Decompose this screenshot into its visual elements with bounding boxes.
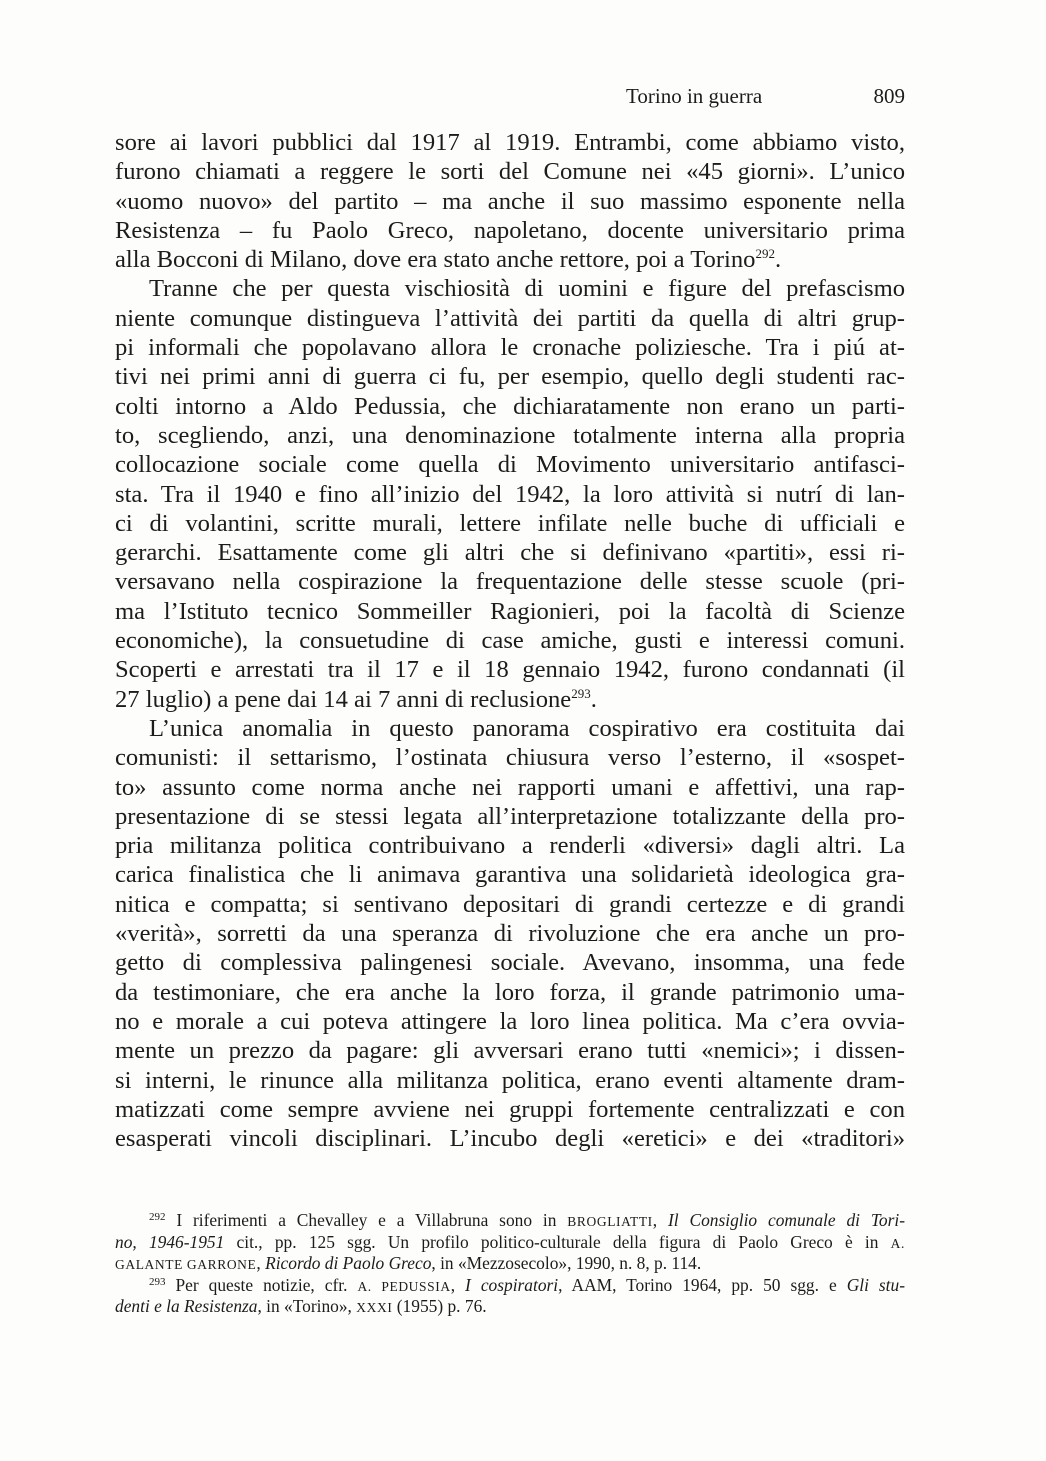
text-line: matizzati come sempre avviene nei gruppi fortemente centralizzati e con [115, 1095, 905, 1123]
text-line: comunisti: il settarismo, l’ostinata chiusura verso l’esterno, il «sospet- [115, 744, 905, 772]
footnotes [115, 1210, 905, 1318]
text-line: pi informali che popolavano allora le cronache poliziesche. Tra i piú at- [115, 334, 905, 362]
footnote-text: , [450, 1274, 466, 1295]
running-title: Torino in guerra [626, 84, 763, 108]
text-line: «verità», sorretti da una speranza di rivoluzione che era anche un pro- [115, 920, 905, 948]
book-title: Il Consiglio comunale di Tori- [668, 1210, 905, 1230]
text-line: presentazione di se stessi legata all’interpretazione totalizzante della pro- [115, 802, 905, 830]
sentence-end: . [590, 685, 597, 713]
text-line: to, scegliendo, anzi, una denominazione totalmente interna alla propria [115, 421, 905, 449]
text-line: Scoperti e arrestati tra il 17 e il 18 gennaio 1942, furono condannati (il [115, 656, 905, 684]
footnote-text: , [256, 1253, 266, 1274]
book-title: no, 1946-1951 [115, 1231, 225, 1252]
book-title: Gli stu- [846, 1274, 905, 1295]
footnote-text: , AAM, Torino 1964, pp. 50 sgg. e [558, 1274, 847, 1295]
text-line: ma l’Istituto tecnico Sommeiller Ragionieri, poi la facoltà di Scienze [115, 597, 905, 625]
text-line: «uomo nuovo» del partito – ma anche il suo massimo esponente nella [115, 187, 905, 215]
text-line: si interni, le rinunce alla militanza politica, erano eventi altamente dram- [115, 1066, 905, 1094]
footnote-text: cit., pp. 125 sgg. Un profilo politico-culturale della figura di Paolo Greco è in [224, 1231, 891, 1252]
text-line: no e morale a cui poteva attingere la loro linea politica. Ma c’era ovvia- [115, 1007, 905, 1035]
text-line: ci di volantini, scritte murali, lettere infilate nelle buche di ufficiali e [115, 509, 905, 537]
footnote-293-line [115, 1275, 905, 1297]
text-line [115, 245, 905, 274]
footnote-text: , in «Torino», [257, 1296, 357, 1317]
sentence-end: . [774, 246, 782, 274]
footnote-292-line [115, 1232, 905, 1254]
text-line: Tranne che per questa vischiosità di uomini e figure del prefascismo [149, 275, 905, 303]
text-line: to» assunto come norma anche nei rapporti umani e affettivi, una rap- [115, 773, 905, 801]
text-line-content: 27 luglio) a pene dai 14 ai 7 anni di reclusione [115, 685, 572, 713]
text-line: Resistenza – fu Paolo Greco, napoletano, docente universitario prima [115, 216, 905, 244]
text-line: collocazione sociale come quella di Movimento universitario antifasci- [115, 451, 905, 479]
text-line: nitica e compatta; si sentivano depositari di grandi certezze e di grandi [115, 890, 905, 918]
text-line [115, 685, 905, 714]
text-line: furono chiamati a reggere le sorti del Comune nei «45 giorni». L’unico [115, 158, 905, 186]
text-line: sta. Tra il 1940 e fino all’inizio del 1942, la loro attività si nutrí di lan- [115, 480, 905, 508]
text-line: getto di complessiva palingenesi sociale. Avevano, insomma, una fede [115, 949, 905, 977]
text-line: sore ai lavori pubblici dal 1917 al 1919. Entrambi, come abbiamo visto, [115, 129, 905, 156]
author-name: A. [890, 1235, 905, 1251]
footnote-text: (1955) p. 76. [392, 1296, 487, 1317]
footnote-text: I riferimenti a Chevalley e a Villabruna sono in [165, 1210, 568, 1230]
text-line-content: alla Bocconi di Milano, dove era stato anche rettore, poi a Torino [115, 246, 756, 274]
footnote-ref-292: 292 [755, 246, 775, 262]
text-line: L’unica anomalia in questo panorama cospirativo era costituita dai [149, 714, 905, 742]
text-line: da testimoniare, che era anche la loro forza, il grande patrimonio uma- [115, 978, 905, 1006]
text-line: versavano nella cospirazione la frequentazione delle stesse scuole (pri- [115, 568, 905, 596]
footnote-292-line [115, 1253, 905, 1275]
text-line: pria militanza politica contribuivano a renderli «diversi» dagli altri. La [115, 832, 905, 860]
text-line: gerarchi. Esattamente come gli altri che si definivano «partiti», essi ri- [115, 539, 905, 567]
footnote-293-line [115, 1296, 905, 1318]
author-name: BROGLIATTI [567, 1214, 653, 1229]
text-line: niente comunque distingueva l’attività dei partiti da quella di altri grup- [115, 304, 905, 332]
book-title: Ricordo di Paolo Greco [265, 1253, 432, 1274]
footnote-text: Per queste notizie, cfr. [165, 1274, 358, 1295]
running-header [115, 84, 905, 112]
text-line: colti intorno a Aldo Pedussia, che dichiaratamente non erano un parti- [115, 392, 905, 420]
footnote-number: 292 [149, 1211, 166, 1223]
text-line: esasperati vincoli disciplinari. L’incubo degli «eretici» e dei «traditori» [115, 1125, 905, 1153]
footnote-ref-293: 293 [571, 685, 591, 701]
text-line: tivi nei primi anni di guerra ci fu, per esempio, quello degli studenti rac- [115, 363, 905, 391]
body-text [115, 128, 905, 1153]
author-name: GALANTE GARRONE [115, 1257, 257, 1273]
footnote-292-line [115, 1210, 905, 1232]
text-line: economiche), la consuetudine di case amiche, gusti e interessi comuni. [115, 627, 905, 655]
author-name: A. PEDUSSIA [357, 1278, 451, 1294]
book-title: denti e la Resistenza [115, 1296, 258, 1317]
book-title: I cospiratori [465, 1274, 559, 1295]
footnote-number: 293 [149, 1275, 166, 1288]
text-line: mente un prezzo da pagare: gli avversari erano tutti «nemici»; i dissen- [115, 1037, 905, 1065]
page-number: 809 [873, 84, 905, 108]
footnote-text: , [652, 1210, 668, 1230]
text-line: carica finalistica che li animava garantiva una solidarietà ideologica gra- [115, 861, 905, 889]
footnote-text: , in «Mezzosecolo», 1990, n. 8, p. 114. [431, 1253, 702, 1274]
journal-volume: XXXI [356, 1300, 393, 1316]
